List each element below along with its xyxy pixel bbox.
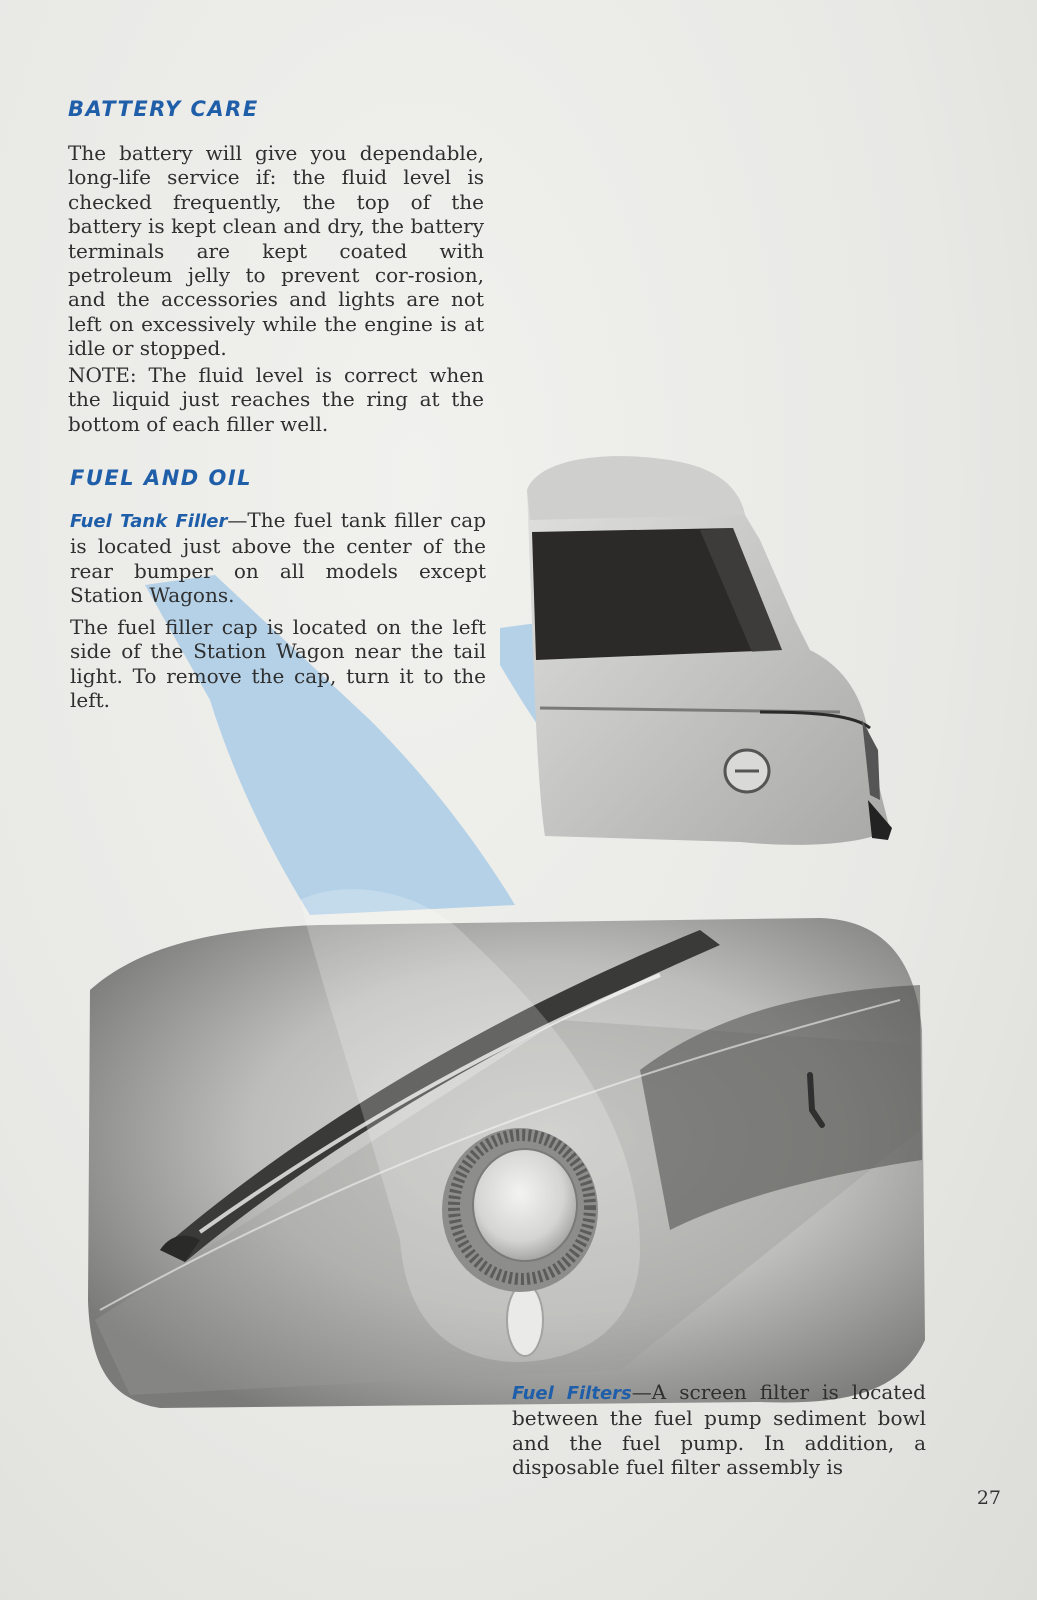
fuel-tank-filler-label: Fuel Tank Filler	[70, 511, 228, 532]
fuel-filters-label: Fuel Filters	[512, 1383, 632, 1404]
battery-care-heading: BATTERY CARE	[68, 97, 259, 121]
page-number: 27	[976, 1487, 1001, 1509]
fuel-tank-filler-body: The fuel tank filler cap is located just above the center of the rear bumper on all models except Station Wagons.	[70, 508, 487, 608]
station-wagon-rear	[527, 456, 892, 845]
fuel-tank-filler-text	[70, 508, 486, 608]
fuel-tank-filler-sep: —	[227, 508, 248, 532]
station-wagon-filler-text: The fuel filler cap is located on the left side of the Station Wagon near the tail light. To remove the cap, turn it to the left.	[70, 615, 486, 713]
fuel-filters-text	[512, 1380, 926, 1480]
battery-care-text: The battery will give you dependable, long-life service if: the fluid level is checked frequently, the top of the battery is kept clean and dry, the battery terminals are kept coated with petroleum jelly to prevent cor-rosion, and the accessories and lights are not left on excessively while the engine is at idle or stopped.	[68, 141, 484, 361]
battery-note-text: NOTE: The fluid level is correct when the liquid just reaches the ring at the bottom of each filler well.	[68, 363, 484, 436]
fuel-filters-sep: —	[631, 1380, 652, 1404]
fuel-and-oil-heading: FUEL AND OIL	[70, 466, 253, 490]
fuel-filters-body: A screen filter is located between the fuel pump sediment bowl and the fuel pump. In addition, a disposable fuel filter assembly is	[512, 1380, 926, 1480]
